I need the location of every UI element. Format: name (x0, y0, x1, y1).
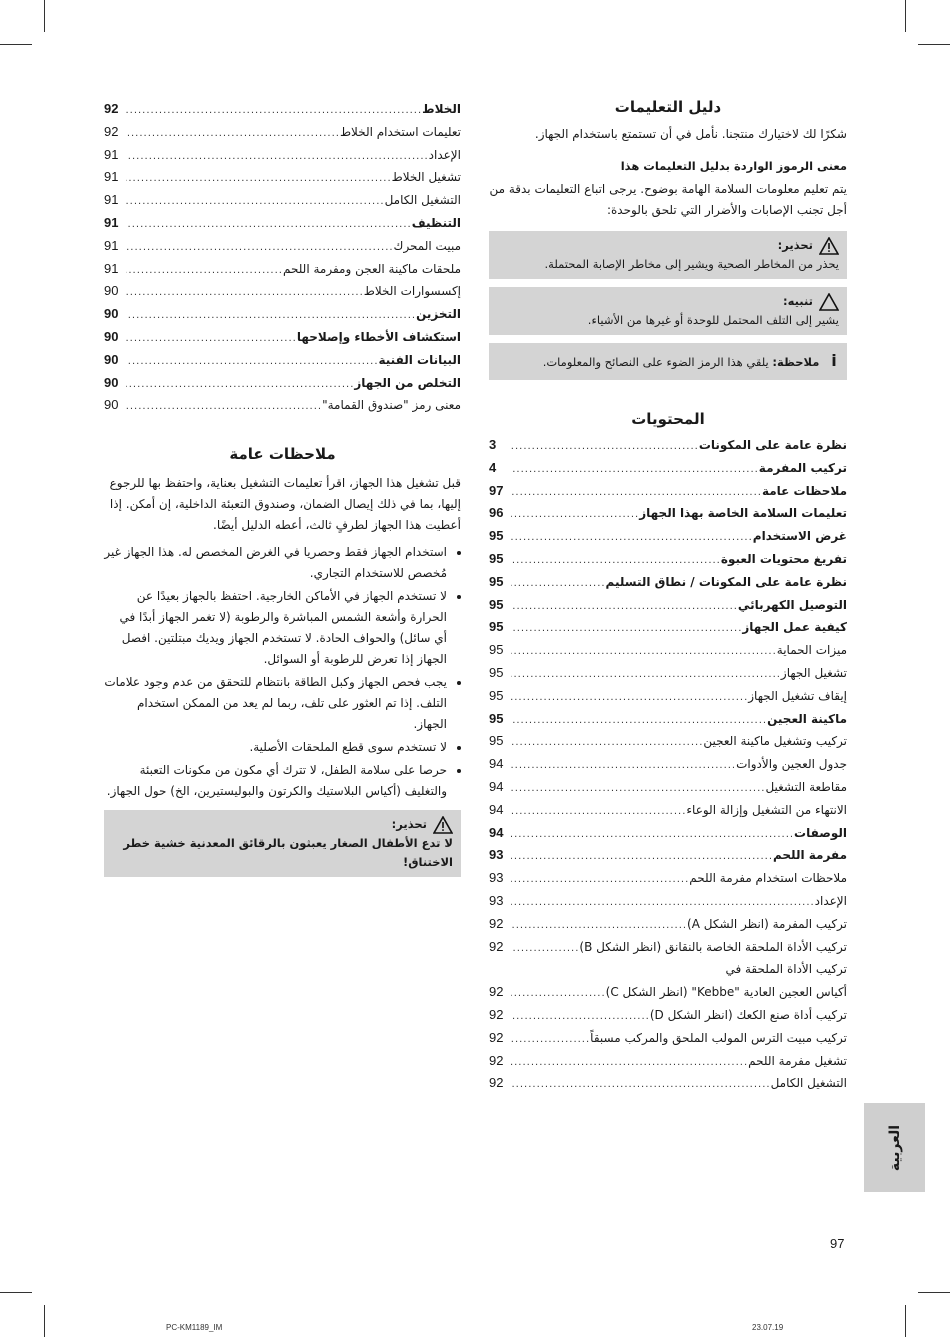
toc-entry-page: 95 (489, 596, 504, 612)
toc-entry-label: الوصفات (794, 825, 847, 840)
toc-entry[interactable] (489, 1027, 847, 1050)
toc-leader-dots (511, 436, 699, 459)
toc-leader-dots (126, 328, 297, 351)
toc-entry-label: أكياس العجين العادية "Kebbe" (انظر الشكل C) (605, 985, 847, 1000)
crop-mark (44, 0, 45, 32)
warning-notice (489, 231, 847, 279)
toc-leader-dots (511, 915, 687, 938)
toc-entry[interactable] (489, 662, 847, 685)
toc-entry-page: 95 (489, 664, 504, 680)
toc-leader-dots (126, 100, 422, 123)
toc-leader-dots (511, 687, 748, 710)
toc-leader-dots (511, 732, 703, 755)
choking-warning (104, 810, 461, 877)
toc-entry-label: كيفية عمل الجهاز (742, 620, 847, 635)
crop-mark (905, 1305, 906, 1337)
toc-entry-label: ملحقات ماكينة العجن ومفرمة اللحم (282, 261, 461, 276)
toc-leader-dots (126, 351, 379, 374)
crop-mark (905, 0, 906, 32)
toc-entry-page: 90 (104, 374, 119, 390)
symbols-heading: معنى الرموز الواردة بدليل التعليمات هذا (620, 159, 847, 173)
toc-entry[interactable] (489, 730, 847, 753)
toc-leader-dots (126, 123, 340, 146)
toc-entry-page: 92 (104, 123, 119, 139)
toc-leader-dots (511, 1074, 771, 1097)
toc-entry-label: الانتهاء من التشغيل وإزالة الوعاء (686, 802, 847, 817)
toc-entry[interactable] (489, 958, 847, 981)
warning-text: يحذر من المخاطر الصحية ويشير إلى مخاطر الإصابة المحتملة. (544, 257, 839, 271)
toc-entry-page: 91 (104, 214, 119, 230)
toc-entry-page: 95 (489, 550, 504, 566)
toc-leader-dots (126, 237, 394, 260)
toc-entry-page: 92 (489, 1075, 504, 1091)
toc-leader-dots (511, 527, 753, 550)
toc-entry-page: 90 (104, 351, 119, 367)
toc-entry-label: التنظيف (411, 215, 461, 230)
toc-entry[interactable] (489, 525, 847, 548)
toc-entry-label: مقاطعة التشغيل (765, 779, 847, 794)
general-notes-intro: قبل تشغيل هذا الجهاز، اقرأ تعليمات التشغيل بعناية، واحتفظ بها للرجوع إليها، بما في ذلك إيصال الضمان، وصندوق التعبئة الداخلية، إن أمكن. إذا أعطيت هذا الجهاز لطرفٍ ثالث، أعطه الدليل أيضًا. (109, 476, 461, 533)
toc-leader-dots (511, 459, 759, 482)
toc-entry[interactable] (489, 548, 847, 571)
toc-entry[interactable] (104, 166, 461, 189)
caution-label: تنبيه: (783, 294, 813, 308)
info-icon: i (831, 351, 837, 370)
toc-entry[interactable] (104, 349, 461, 372)
left-column (104, 98, 461, 885)
toc-leader-dots (511, 1029, 590, 1052)
toc-entry-label: التوصيل الكهربائي (737, 597, 847, 612)
toc-leader-dots (126, 396, 322, 419)
note-label: ملاحظة: (772, 355, 820, 369)
toc-entry-label: التخلص من الجهاز (354, 375, 461, 390)
toc-entry-page: 91 (104, 192, 119, 208)
toc-leader-dots (511, 801, 686, 824)
toc-leader-dots (511, 1006, 650, 1029)
toc-leader-dots (511, 550, 721, 573)
toc-entry-label: التشغيل الكامل (384, 193, 461, 208)
toc-leader-dots (511, 641, 777, 664)
toc-entry[interactable] (489, 639, 847, 662)
toc-entry-label: التشغيل الكامل (770, 1076, 847, 1091)
toc-entry-label: البيانات الفنية (378, 352, 461, 367)
toc-entry[interactable] (104, 98, 461, 121)
toc-entry-label: الخلاط (422, 102, 461, 116)
toc-entry[interactable] (489, 616, 847, 639)
toc-entry-page: 92 (489, 1052, 504, 1068)
toc-entry-label: تركيب مبيت الترس المولب الملحق والمركب مسبقاً (590, 1030, 847, 1045)
toc-leader-dots (511, 596, 738, 619)
toc-entry-page: 92 (104, 101, 119, 116)
note-notice (489, 343, 847, 380)
toc-entry-label: مبيت المحرك (393, 238, 461, 253)
toc-entry-page: 90 (104, 283, 119, 299)
toc-entry-page: 97 (489, 482, 504, 498)
toc-entry[interactable] (104, 280, 461, 303)
toc-leader-dots (126, 191, 385, 214)
language-tab (864, 1103, 925, 1192)
toc-entry-label: تفريغ محتويات العبوة (720, 551, 847, 566)
toc-entry-page: 3 (489, 437, 497, 452)
crop-mark (918, 1292, 950, 1293)
toc-entry-label: الإعداد (814, 893, 847, 908)
toc-entry[interactable] (489, 480, 847, 503)
toc-entry-page: 94 (489, 824, 504, 840)
crop-mark (44, 1305, 45, 1337)
toc-entry[interactable] (489, 571, 847, 594)
toc-leader-dots (511, 892, 815, 915)
toc-entry-page: 93 (489, 870, 504, 886)
toc-entry[interactable] (104, 144, 461, 167)
toc-leader-dots (511, 482, 762, 505)
general-note-item: • يجب فحص الجهاز وكبل الطاقة بانتظام للتحقق من عدم وجود علامات التلف. إذا تم العثور على تلف، ربما لم يعد من الممكن استخدام الجهاز. (104, 672, 447, 735)
toc-entry[interactable] (104, 212, 461, 235)
toc-entry-page: 96 (489, 505, 504, 521)
crop-mark (918, 44, 950, 45)
general-note-item: • لا تستخدم سوى قطع الملحقات الأصلية. (104, 737, 447, 758)
toc-entry-label: تركيب المفرمة (انظر الشكل A) (687, 916, 847, 931)
toc-entry-page: 91 (104, 237, 119, 253)
toc-entry-page: 91 (104, 260, 119, 276)
toc-entry-label: نظرة عامة على المكونات / نطاق التسليم (605, 574, 847, 589)
toc-leader-dots (511, 710, 767, 733)
toc-leader-dots (511, 938, 579, 961)
crop-mark (0, 1292, 32, 1293)
toc-leader-dots (126, 282, 364, 305)
toc-entry-label: تركيب أداة صنع الكعك (انظر الشكل D) (649, 1007, 847, 1022)
page-number: 97 (830, 1236, 845, 1251)
toc-entry[interactable] (489, 1072, 847, 1095)
toc-leader-dots (126, 260, 283, 283)
toc-entry[interactable] (489, 822, 847, 845)
toc-entry[interactable] (489, 936, 847, 959)
toc-entry[interactable] (104, 189, 461, 212)
toc-entry[interactable] (489, 799, 847, 822)
toc-entry-label: نظرة عامة على المكونات (698, 438, 847, 452)
toc-entry-label: الإعداد (428, 147, 461, 162)
toc-leader-dots (126, 214, 412, 237)
toc-entry[interactable] (104, 303, 461, 326)
toc-entry-page: 92 (489, 1006, 504, 1022)
toc-entry[interactable] (104, 372, 461, 395)
toc-entry-page: 94 (489, 801, 504, 817)
toc-entry-page: 95 (489, 528, 504, 544)
toc-entry-page: 94 (489, 756, 504, 772)
toc-leader-dots (126, 168, 392, 191)
general-notes-list (104, 542, 461, 802)
toc-leader-dots (511, 869, 689, 892)
toc-entry-label: إيقاف تشغيل الجهاز (748, 688, 847, 703)
symbols-text: يتم تعليم معلومات السلامة الهامة بوضوح. يرجى اتباع التعليمات بدقة من أجل تجنب الإصابات والأضرار التي تلحق بالوحدة: (489, 182, 847, 217)
toc-entry[interactable] (104, 394, 461, 417)
toc-entry-label: تركيب الأداة الملحقة الخاصة بالنقانق (انظر الشكل B) (579, 939, 847, 954)
toc-entry-label: التخزين (416, 307, 461, 322)
toc-entry[interactable] (489, 502, 847, 525)
toc-entry-label: ميزات الحماية (776, 643, 847, 658)
choking-warning-text: لا تدع الأطفال الصغار يعبثون بالرقائق المعدنية خشية خطر الاختناق! (123, 836, 453, 870)
toc-entry-label: معنى رمز "صندوق القمامة" (322, 398, 461, 413)
toc-entry[interactable] (489, 753, 847, 776)
warning-label: تحذير: (777, 238, 813, 252)
toc-entry[interactable] (489, 1004, 847, 1027)
general-notes-title: ملاحظات عامة (229, 445, 336, 464)
general-note-item: • لا تستخدم الجهاز في الأماكن الخارجية. احتفظ بالجهاز بعيدًا عن الحرارة وأشعة الشمس المباشرة والرطوبة (لا تغمر الجهاز أبدًا في أي سائل) والحواف الحادة. لا تستخدم الجهاز ويديك مبتلتين. افصل الجهاز إذا تعرض للرطوبة أو السوائل. (104, 586, 447, 670)
toc-entry[interactable] (489, 457, 847, 480)
toc-entry-page: 94 (489, 778, 504, 794)
toc-entry[interactable] (104, 258, 461, 281)
footer-code: PC-KM1189_IM (166, 1323, 223, 1332)
toc-entry-page: 95 (489, 642, 504, 658)
toc-entry-page: 95 (489, 687, 504, 703)
toc-entry-page: 92 (489, 1029, 504, 1045)
toc-entry-page: 91 (104, 146, 119, 162)
toc-leader-dots (511, 618, 742, 641)
toc-leader-dots (511, 504, 639, 527)
toc-leader-dots (511, 983, 606, 1006)
toc-entry[interactable] (489, 913, 847, 936)
toc-leader-dots (511, 573, 606, 596)
toc-entry-page: 93 (489, 892, 504, 908)
toc-leader-dots (511, 778, 765, 801)
toc-list (489, 434, 847, 1095)
toc-entry[interactable] (104, 121, 461, 144)
toc-entry-page: 4 (489, 459, 497, 475)
toc-leader-dots (511, 664, 781, 687)
toc-leader-dots (511, 846, 773, 869)
toc-entry-page: 92 (489, 984, 504, 1000)
toc-leader-dots (511, 824, 794, 847)
caution-text: يشير إلى التلف المحتمل للوحدة أو غيرها من الأشياء. (587, 313, 839, 327)
toc-leader-dots (511, 755, 736, 778)
toc-entry-label: جدول العجين والأدوات (736, 757, 847, 772)
toc-entry-page: 90 (104, 306, 119, 322)
toc-entry-label: غرض الاستخدام (752, 529, 847, 544)
toc-entry[interactable] (489, 708, 847, 731)
right-column (489, 98, 847, 1095)
general-note-item: • حرصا على سلامة الطفل، لا تترك أي مكون من مكونات التعبئة والتغليف (أكياس البلاستيك والكرتون والبوليستيرين، الخ) حول الجهاز. (104, 760, 447, 802)
toc-entry-label: تشغيل الجهاز (780, 665, 847, 680)
toc-entry-label: تشغيل الخلاط (391, 170, 461, 185)
caution-icon (819, 293, 839, 311)
toc-entry[interactable] (489, 890, 847, 913)
toc-leader-dots (126, 146, 429, 169)
thanks-text: شكرًا لك لاختيارك منتجنا. نأمل في أن تستمتع باستخدام الجهاز. (534, 127, 847, 141)
toc-entry-label: تعليمات السلامة الخاصة بهذا الجهاز (639, 506, 847, 521)
toc-entry[interactable] (489, 776, 847, 799)
toc-leader-dots (126, 305, 416, 328)
warning-icon (433, 816, 453, 834)
toc-leader-dots (126, 374, 354, 397)
toc-entry[interactable] (489, 685, 847, 708)
toc-entry-page: 95 (489, 619, 504, 635)
toc-entry[interactable] (489, 434, 847, 457)
toc-entry-label: ماكينة العجين (767, 711, 847, 726)
toc-entry[interactable] (489, 867, 847, 890)
toc-entry[interactable] (104, 235, 461, 258)
toc-entry-label: مفرمة اللحم (773, 848, 847, 863)
toc-entry-page: 92 (489, 915, 504, 931)
language-label: العربية (886, 1124, 903, 1171)
toc-entry-page: 95 (489, 573, 504, 589)
footer-date: 23.07.19 (752, 1323, 784, 1332)
toc-entry[interactable] (489, 844, 847, 867)
crop-mark (0, 44, 32, 45)
caution-notice (489, 287, 847, 335)
toc-entry[interactable] (489, 1050, 847, 1073)
toc-entry-label: ملاحظات عامة (761, 483, 847, 498)
toc-entry-page: 95 (489, 710, 504, 726)
note-text: يلقي هذا الرمز الضوء على النصائح والمعلومات. (542, 355, 769, 369)
toc-entry-label: ملاحظات استخدام مفرمة اللحم (689, 871, 847, 886)
toc-entry-page: 92 (489, 938, 504, 954)
toc-entry-page: 95 (489, 733, 504, 749)
toc-entry-label: إكسسوارات الخلاط (363, 284, 461, 299)
warning-icon (819, 237, 839, 255)
toc-entry-label: تشغيل مفرمة اللحم (748, 1053, 847, 1068)
toc-entry-label: تركيب المفرمة (758, 460, 847, 475)
toc-entry[interactable] (489, 981, 847, 1004)
toc-entry-page: 91 (104, 169, 119, 185)
toc-entry-page: 93 (489, 847, 504, 863)
choking-warning-label: تحذير: (391, 817, 427, 832)
toc-entry-page: 90 (104, 328, 119, 344)
toc-entry-page: 90 (104, 397, 119, 413)
toc-entry-label: تركيب الأداة الملحقة في (725, 962, 847, 977)
general-note-item: • استخدام الجهاز فقط وحصريا في الغرض المخصص له. هذا الجهاز غير مُخصص للاستخدام التجاري. (104, 542, 447, 584)
toc-entry-label: استكشاف الأخطاء وإصلاحها (296, 329, 461, 344)
toc-entry[interactable] (489, 594, 847, 617)
manual-title: دليل التعليمات (614, 98, 722, 116)
toc-leader-dots (511, 1052, 748, 1075)
toc-entry[interactable] (104, 326, 461, 349)
toc-list-continued (104, 98, 461, 417)
toc-entry-label: تعليمات استخدام الخلاط (339, 124, 461, 139)
toc-title: المحتويات (631, 410, 705, 428)
toc-entry-label: تركيب وتشغيل ماكينة العجين (703, 734, 847, 749)
